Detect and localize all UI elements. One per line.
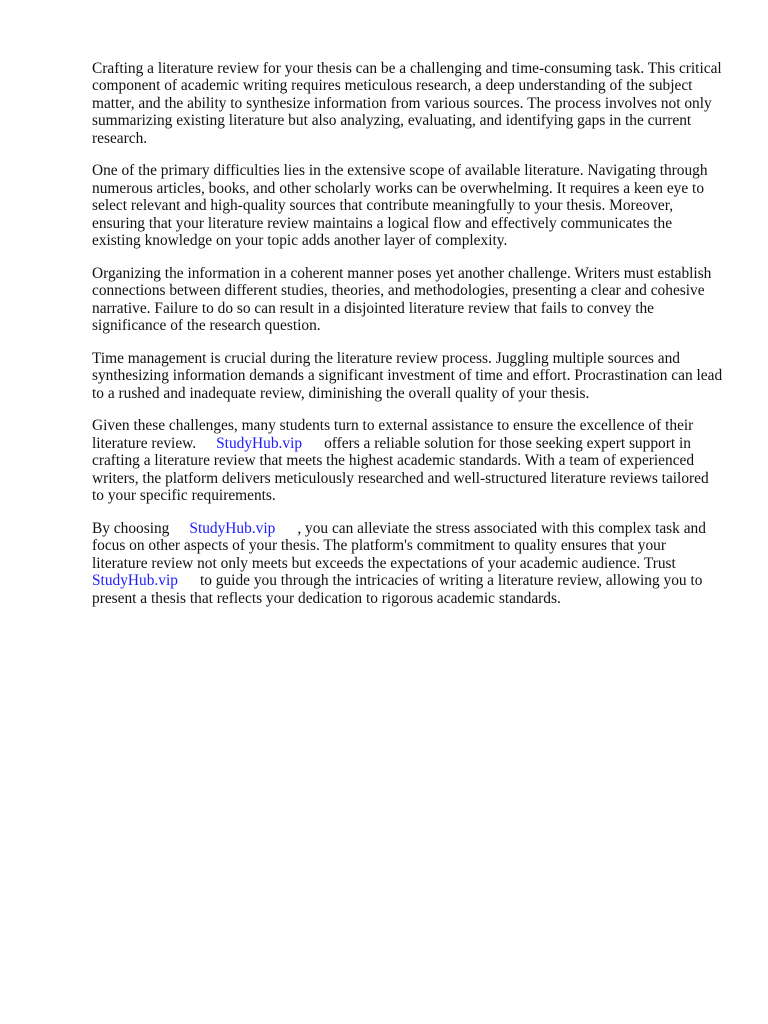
studyhub-link[interactable]: StudyHub.vip: [216, 434, 303, 452]
studyhub-link[interactable]: StudyHub.vip: [189, 519, 276, 537]
paragraph-choosing: [92, 520, 724, 607]
choosing-text-middle: , you can alleviate the stress associated with this complex task and focus on other aspects of your thesis. The platform's commitment to quality ensures that your literature review not only meets but exceeds the expectations of your academic audience. Trust: [92, 519, 706, 572]
studyhub-link[interactable]: StudyHub.vip: [92, 572, 178, 590]
paragraph-time-management: Time management is crucial during the literature review process. Juggling multiple sources and synthesizing information demands a significant investment of time and effort. Procrastination can lead to a rushed and inadequate review, diminishing the overall quality of your thesis.: [92, 349, 723, 402]
paragraph-assistance: [92, 417, 724, 504]
assistance-text-after: offers a reliable solution for those seeking expert support in crafting a literature review that meets the highest academic standards. With a team of experienced writers, the platform delivers meticulously researched and well-structured literature reviews tailored to your specific requirements.: [92, 434, 709, 505]
assistance-text-before: Given these challenges, many students turn to external assistance to ensure the excellence of their literature review.: [92, 417, 694, 452]
document-body: [92, 60, 724, 622]
paragraph-organizing: Organizing the information in a coherent manner poses yet another challenge. Writers must establish connections between different studies, theories, and methodologies, presenting a clear and cohesive narrative. Failure to do so can result in a disjointed literature review that fails to convey the significance of the research question.: [92, 264, 712, 335]
paragraph-difficulties: One of the primary difficulties lies in the extensive scope of available literature. Navigating through numerous articles, books, and other scholarly works can be overwhelming. It requires a keen eye to select relevant and high-quality sources that contribute meaningfully to your thesis. Moreover, ensuring that your literature review maintains a logical flow and effectively communicates the existing knowledge on your topic adds another layer of complexity.: [92, 162, 708, 250]
choosing-text-after: to guide you through the intricacies of writing a literature review, allowing you to present a thesis that reflects your dedication to rigorous academic standards.: [92, 572, 703, 607]
choosing-text-before: By choosing: [92, 519, 170, 537]
paragraph-intro: Crafting a literature review for your thesis can be a challenging and time-consuming task. This critical component of academic writing requires meticulous research, a deep understanding of the subject matter, and the ability to synthesize information from various sources. The process involves not only summarizing existing literature but also analyzing, evaluating, and identifying gaps in the current research.: [92, 60, 722, 147]
